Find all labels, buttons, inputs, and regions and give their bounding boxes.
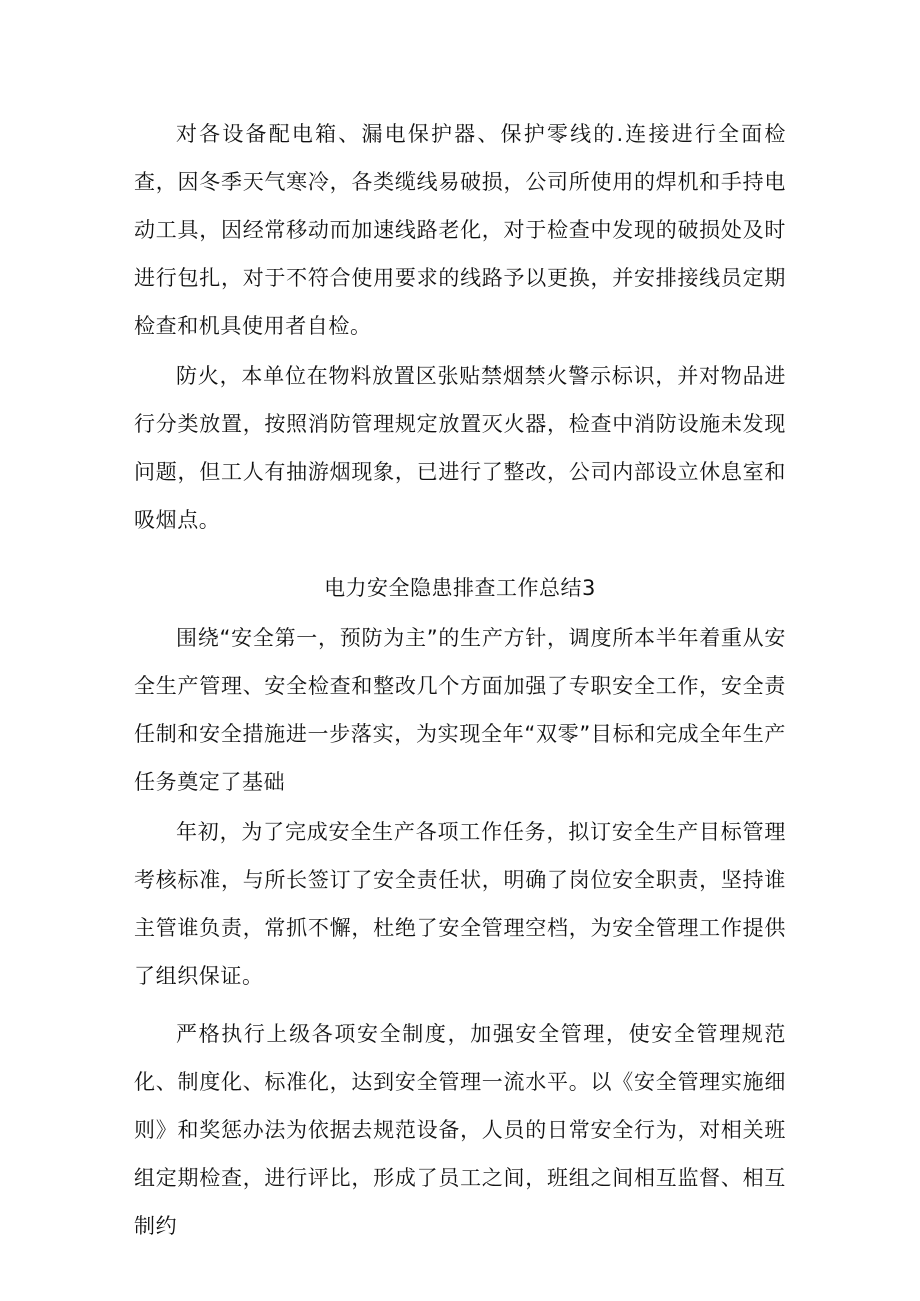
document-body (134, 110, 786, 1250)
paragraph-annual-targets: 年初，为了完成安全生产各项工作任务，拟订安全生产目标管理考核标准，与所长签订了安全责任状，明确了岗位安全职责，坚持谁主管谁负责，常抓不懈，杜绝了安全管理空档，为安全管理工作提供了组织保证。 (134, 820, 786, 988)
paragraph-safety-policy: 围绕“安全第一，预防为主”的生产方针，调度所本半年着重从安全生产管理、安全检查和整改几个方面加强了专职安全工作，安全责任制和安全措施进一步落实，为实现全年“双零”目标和完成全年生产任务奠定了基础 (134, 626, 786, 794)
paragraph-fire-prevention: 防火，本单位在物料放置区张贴禁烟禁火警示标识，并对物品进行分类放置，按照消防管理规定放置灭火器，检查中消防设施未发现问题，但工人有抽游烟现象，已进行了整改，公司内部设立休息室和吸烟点。 (134, 364, 786, 532)
paragraph-equipment-inspection: 对各设备配电箱、漏电保护器、保护零线的.连接进行全面检查，因冬季天气寒冷，各类缆线易破损，公司所使用的焊机和手持电动工具，因经常移动而加速线路老化，对于检查中发现的破损处及时进行包扎，对于不符合使用要求的线路予以更换，并安排接线员定期检查和机具使用者自检。 (134, 122, 786, 338)
paragraph-safety-regulations: 严格执行上级各项安全制度，加强安全管理，使安全管理规范化、制度化、标准化，达到安全管理一流水平。以《安全管理实施细则》和奖惩办法为依据去规范设备，人员的日常安全行为，对相关班组定期检查，进行评比，形成了员工之间，班组之间相互监督、相互制约 (134, 1022, 786, 1238)
section-title: 电力安全隐患排查工作总结3 (324, 576, 596, 600)
